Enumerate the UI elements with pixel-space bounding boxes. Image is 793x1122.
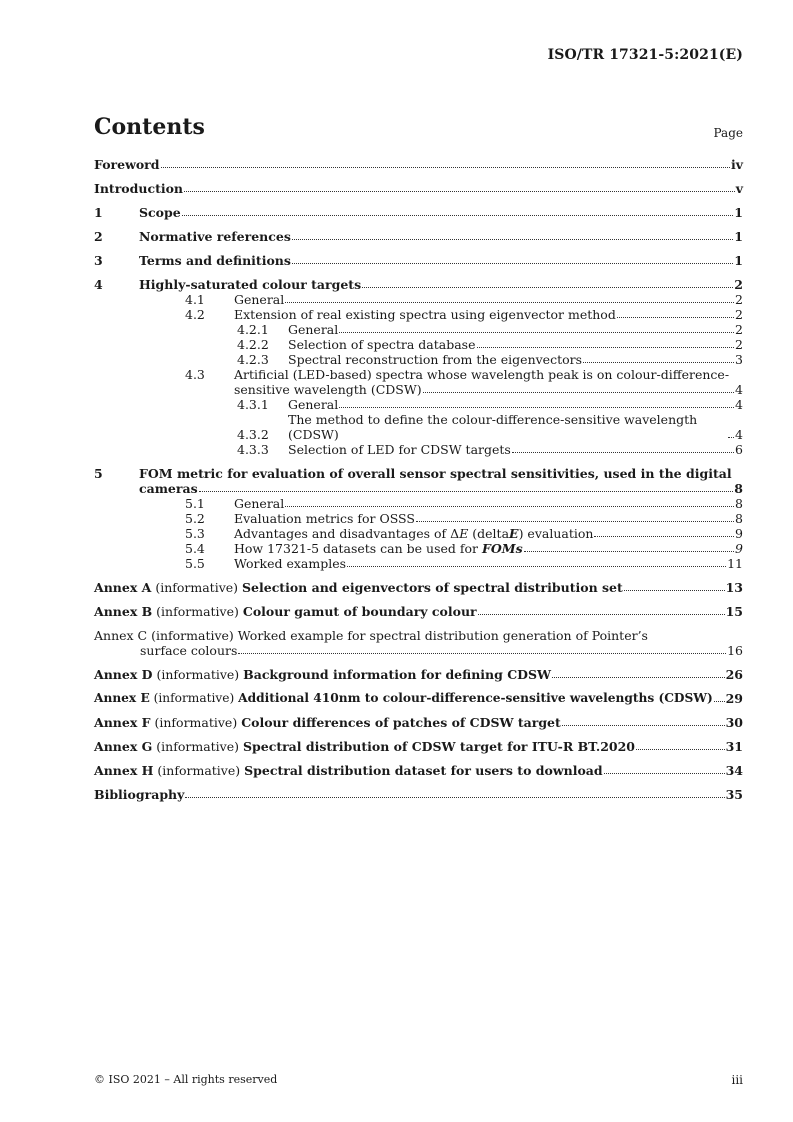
toc-entry-text: Foreword — [94, 157, 160, 172]
leader-dots — [552, 677, 725, 678]
toc-page-number: 34 — [725, 763, 743, 778]
toc-entry-text-line1: Artificial (LED-based) spectra whose wavelength peak is on colour-difference- — [234, 367, 730, 382]
toc-entry-5-3[interactable] — [94, 526, 743, 541]
toc-entry-annex-f[interactable] — [94, 715, 743, 730]
document-id: ISO/TR 17321-5:2021(E) — [547, 47, 743, 63]
leader-dots — [199, 491, 734, 492]
leader-dots — [285, 506, 734, 507]
leader-dots — [636, 749, 725, 750]
leader-dots — [347, 566, 726, 567]
leader-dots — [423, 392, 734, 393]
section-number: 5.4 — [185, 541, 205, 556]
section-number: 5.3 — [185, 526, 205, 541]
toc-page-number: 1 — [734, 229, 743, 244]
toc-entry-annex-a[interactable] — [94, 580, 743, 595]
section-number: 4.2.1 — [237, 322, 269, 337]
toc-entry-4-3[interactable] — [94, 367, 743, 397]
leader-dots — [478, 614, 725, 615]
toc-entry-4-1[interactable] — [94, 292, 743, 307]
leader-dots — [562, 725, 725, 726]
toc-entry-bibliography[interactable] — [94, 787, 743, 802]
toc-page-number: 3 — [735, 352, 743, 367]
toc-entry-4-2[interactable] — [94, 307, 743, 322]
toc-entry-text: Annex A (informative) Selection and eigenvectors of spectral distribution set — [94, 580, 623, 595]
toc-entry-text-line1: FOM metric for evaluation of overall sensor spectral sensitivities, used in the digital — [139, 466, 732, 481]
toc-entry-text: Annex B (informative) Colour gamut of boundary colour — [94, 604, 477, 619]
toc-entry-scope[interactable] — [94, 205, 743, 220]
section-number: 4.2.3 — [237, 352, 269, 367]
section-number: 5.5 — [185, 556, 205, 571]
toc-page-number: 6 — [735, 442, 743, 457]
leader-dots — [728, 437, 734, 438]
toc-entry-4-3-1[interactable] — [94, 397, 743, 412]
toc-page-number: 16 — [727, 643, 743, 658]
section-number: 4.2.2 — [237, 337, 269, 352]
section-number: 5.1 — [185, 496, 205, 511]
toc-entry-4-3-2[interactable] — [94, 412, 743, 442]
page-column-label: Page — [713, 126, 743, 140]
toc-entry-text: The method to define the colour-difference-sensitive wavelength (CDSW) — [288, 412, 698, 442]
toc-entry-section-4[interactable] — [94, 277, 743, 292]
section-number: 2 — [94, 229, 103, 244]
leader-dots — [583, 362, 734, 363]
toc-page-number: 8 — [734, 481, 743, 496]
leader-dots — [594, 536, 734, 537]
toc-page-number: 26 — [725, 667, 743, 682]
leader-dots — [416, 521, 734, 522]
page-title: Contents — [94, 114, 205, 140]
toc-entry-annex-c[interactable] — [94, 628, 743, 658]
toc-entry-text: Annex D (informative) Background information for defining CDSW — [94, 667, 552, 682]
toc-page-number: 11 — [727, 556, 743, 571]
toc-entry-text: Selection of spectra database — [288, 337, 476, 352]
section-number: 4.3.1 — [237, 397, 269, 412]
toc-entry-5-5[interactable] — [94, 556, 743, 571]
toc-entry-4-3-3[interactable] — [94, 442, 743, 457]
toc-page-number: 2 — [735, 337, 743, 352]
leader-dots — [185, 797, 724, 798]
toc-entry-annex-e[interactable] — [94, 691, 743, 706]
page-number: iii — [731, 1073, 743, 1087]
leader-dots — [362, 287, 733, 288]
toc-entry-5-1[interactable] — [94, 496, 743, 511]
toc-entry-annex-d[interactable] — [94, 667, 743, 682]
leader-dots — [512, 452, 734, 453]
section-number: 4.2 — [185, 307, 205, 322]
leader-dots — [161, 167, 730, 168]
leader-dots — [292, 239, 733, 240]
toc-entry-text: Normative references — [139, 229, 291, 244]
toc-page-number: iv — [730, 157, 743, 172]
leader-dots — [617, 317, 734, 318]
leader-dots — [339, 407, 734, 408]
toc-entry-4-2-1[interactable] — [94, 322, 743, 337]
toc-entry-text: How 17321-5 datasets can be used for FOMs — [234, 541, 523, 556]
section-number: 4.1 — [185, 292, 205, 307]
toc-entry-text: Worked examples — [234, 556, 347, 571]
toc-page-number: 13 — [725, 580, 743, 595]
toc-entry-text: Advantages and disadvantages of ΔE (deltaE) evaluation — [234, 526, 594, 541]
toc-entry-text: Highly-saturated colour targets — [139, 277, 362, 292]
toc-entry-text-line1: Annex C (informative) Worked example for spectral distribution generation of Pointer’s — [94, 628, 648, 643]
toc-page-number: 1 — [734, 205, 743, 220]
toc-entry-4-2-3[interactable] — [94, 352, 743, 367]
leader-dots — [292, 263, 733, 264]
toc-page-number: 4 — [735, 427, 743, 442]
toc-entry-text: General — [234, 496, 285, 511]
section-number: 4.3 — [185, 367, 205, 382]
section-number: 4 — [94, 277, 103, 292]
toc-page-number: 2 — [735, 322, 743, 337]
toc-entry-5-2[interactable] — [94, 511, 743, 526]
toc-entry-text: Annex G (informative) Spectral distribution of CDSW target for ITU-R BT.2020 — [94, 739, 635, 754]
toc-page-number: 1 — [734, 253, 743, 268]
toc-entry-text: Evaluation metrics for OSSS — [234, 511, 415, 526]
toc-entry-text: General — [288, 397, 339, 412]
toc-entry-text-line2: cameras — [139, 481, 198, 496]
leader-dots — [238, 653, 726, 654]
toc-page-number: 29 — [725, 691, 743, 706]
toc-entry-annex-h[interactable] — [94, 763, 743, 778]
section-number: 4.3.3 — [237, 442, 269, 457]
toc-page-number: 8 — [735, 496, 743, 511]
section-number: 5.2 — [185, 511, 205, 526]
toc-page-number: v — [735, 181, 743, 196]
toc-page-number: 2 — [735, 307, 743, 322]
leader-dots — [182, 215, 734, 216]
toc-entry-text: General — [288, 322, 339, 337]
toc-entry-normative-references[interactable] — [94, 229, 743, 244]
leader-dots — [524, 551, 734, 552]
toc-page-number: 2 — [735, 292, 743, 307]
toc-page-number: 9 — [735, 541, 743, 556]
toc-entry-annex-g[interactable] — [94, 739, 743, 754]
toc-page-number: 8 — [735, 511, 743, 526]
toc-entry-5-4[interactable] — [94, 541, 743, 556]
section-number: 3 — [94, 253, 103, 268]
toc-entry-annex-b[interactable] — [94, 604, 743, 619]
toc-page-number: 15 — [725, 604, 743, 619]
toc-entry-terms-definitions[interactable] — [94, 253, 743, 268]
toc-entry-introduction[interactable] — [94, 181, 743, 196]
toc-entry-4-2-2[interactable] — [94, 337, 743, 352]
leader-dots — [339, 332, 734, 333]
toc-entry-section-5[interactable] — [94, 466, 743, 496]
leader-dots — [285, 302, 734, 303]
table-of-contents — [94, 157, 743, 802]
toc-entry-text: Annex H (informative) Spectral distribution dataset for users to download — [94, 763, 603, 778]
leader-dots — [624, 590, 725, 591]
section-number: 1 — [94, 205, 103, 220]
toc-entry-text: General — [234, 292, 285, 307]
copyright-notice: © ISO 2021 – All rights reserved — [94, 1073, 278, 1086]
section-number: 5 — [94, 466, 103, 481]
section-number: 4.3.2 — [237, 427, 269, 442]
toc-page-number: 4 — [735, 397, 743, 412]
toc-entry-text: Scope — [139, 205, 181, 220]
contents-heading — [94, 113, 743, 141]
leader-dots — [184, 191, 735, 192]
toc-page-number: 35 — [725, 787, 743, 802]
toc-entry-text: Terms and definitions — [139, 253, 291, 268]
toc-entry-text: Annex F (informative) Colour differences of patches of CDSW target — [94, 715, 561, 730]
toc-page-number: 9 — [735, 526, 743, 541]
leader-dots — [714, 701, 725, 702]
leader-dots — [604, 773, 725, 774]
toc-entry-text: Bibliography — [94, 787, 185, 802]
toc-page-number: 31 — [725, 739, 743, 754]
toc-entry-text-line2: surface colours — [140, 643, 238, 658]
toc-entry-text: Annex E (informative) Additional 410nm to colour-difference-sensitive wavelengths (CDSW) — [94, 691, 713, 705]
toc-page-number: 4 — [735, 382, 743, 397]
toc-page-number: 30 — [725, 715, 743, 730]
toc-entry-text: Extension of real existing spectra using eigenvector method — [234, 307, 616, 322]
toc-page-number: 2 — [734, 277, 743, 292]
toc-entry-text: Introduction — [94, 181, 184, 196]
leader-dots — [477, 347, 735, 348]
toc-entry-text-line2: sensitive wavelength (CDSW) — [234, 382, 422, 397]
toc-entry-text: Selection of LED for CDSW targets — [288, 442, 511, 457]
toc-entry-text: Spectral reconstruction from the eigenvectors — [288, 352, 583, 367]
toc-entry-foreword[interactable] — [94, 157, 743, 172]
